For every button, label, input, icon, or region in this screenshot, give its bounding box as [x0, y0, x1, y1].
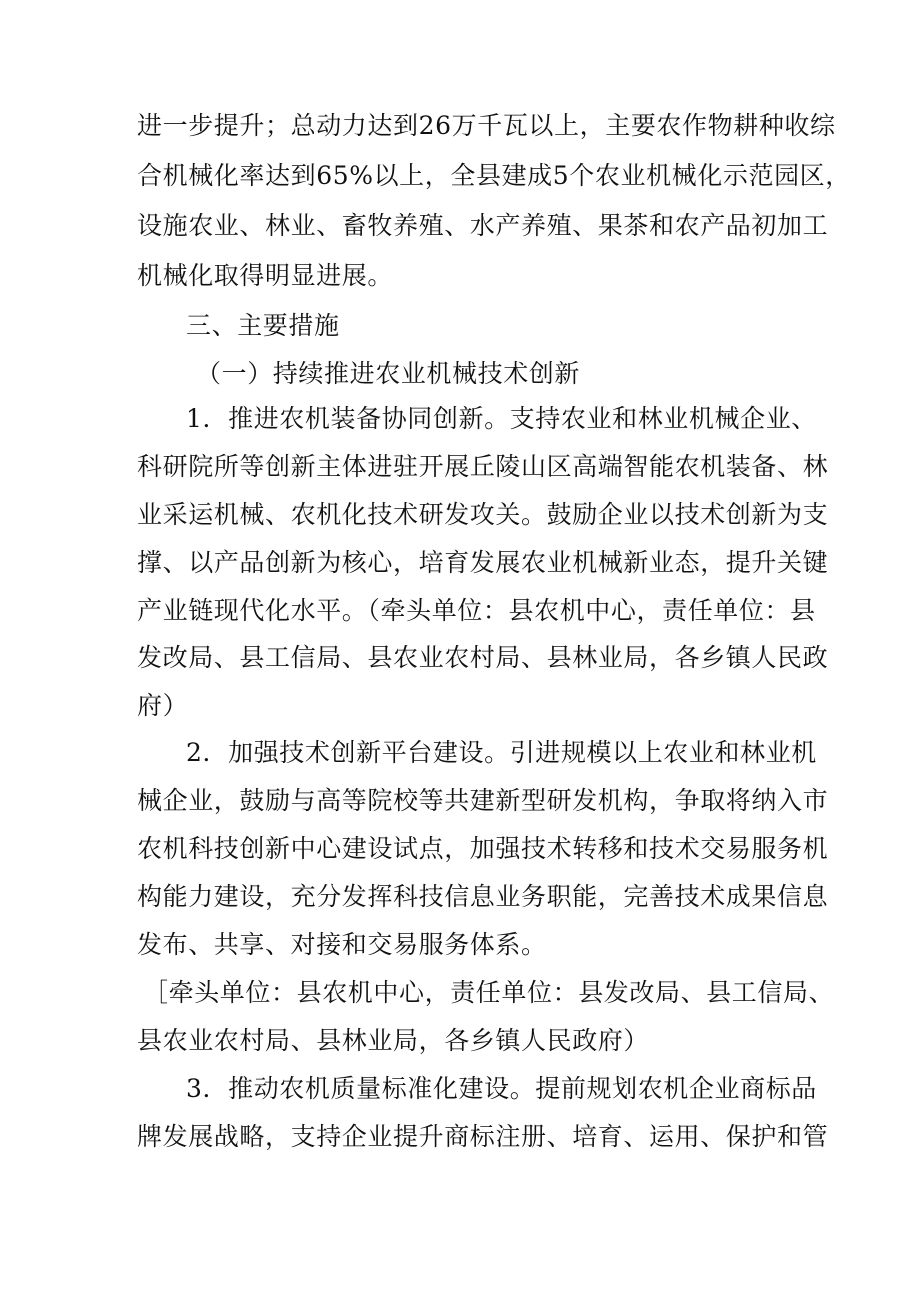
subsection-heading: （一）持续推进农业机械技术创新	[196, 359, 581, 388]
text-line: 牌发展战略，支持企业提升商标注册、培育、运用、保护和管	[137, 1122, 829, 1151]
text-line: 1．推进农机装备协同创新。支持农业和林业机械企业、	[186, 404, 817, 433]
text-line: 械企业，鼓励与高等院校等共建新型研发机构，争取将纳入市	[137, 786, 829, 815]
text-line: 县农业农村局、县林业局，各乡镇人民政府）	[137, 1026, 650, 1055]
text-line: 设施农业、林业、畜牧养殖、水产养殖、果茶和农产品初加工	[137, 211, 829, 240]
text-line: 业采运机械、农机化技术研发攻关。鼓励企业以技术创新为支	[137, 500, 829, 529]
section-heading: 三、主要措施	[186, 311, 340, 340]
text-line: 3．推动农机质量标准化建设。提前规划农机企业商标品	[186, 1074, 817, 1103]
text-line: 科研院所等创新主体进驻开展丘陵山区高端智能农机装备、林	[137, 452, 829, 481]
text-line: ［牵头单位：县农机中心，责任单位：县发改局、县工信局、	[143, 978, 835, 1007]
text-line: 府）	[137, 691, 189, 720]
text-line: 发布、共享、对接和交易服务体系。	[137, 930, 547, 959]
text-line: 发改局、县工信局、县农业农村局、县林业局，各乡镇人民政	[137, 643, 829, 672]
text-line: 产业链现代化水平。（牵头单位：县农机中心，责任单位：县	[137, 596, 816, 625]
text-line: 构能力建设，充分发挥科技信息业务职能，完善技术成果信息	[137, 882, 829, 911]
text-line: 进一步提升；总动力达到26万千瓦以上，主要农作物耕种收综	[137, 111, 836, 140]
text-line: 机械化取得明显进展。	[137, 261, 394, 290]
text-line: 撑、以产品创新为核心，培育发展农业机械新业态，提升关键	[137, 548, 829, 577]
text-line: 2．加强技术创新平台建设。引进规模以上农业和林业机	[186, 738, 817, 767]
text-line: 农机科技创新中心建设试点，加强技术转移和技术交易服务机	[137, 834, 829, 863]
text-line: 合机械化率达到65%以上，全县建成5个农业机械化示范园区，	[137, 161, 851, 190]
